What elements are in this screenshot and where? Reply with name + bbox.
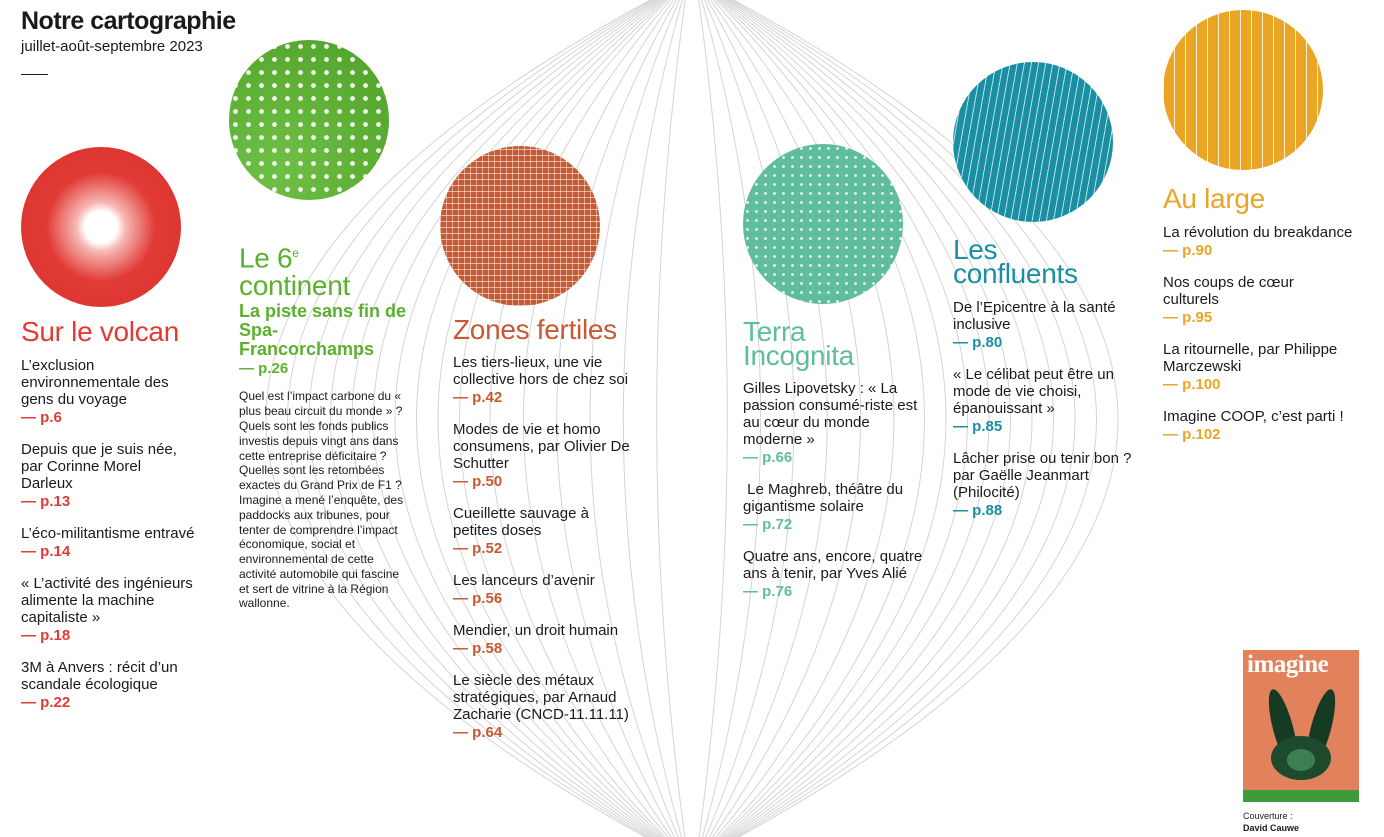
continent-illustration [229,40,389,200]
entry-page: — p.88 [953,502,1003,519]
toc-entry[interactable] [21,659,196,713]
feature-title[interactable]: La piste sans fin de Spa-Francorchamps [239,301,407,360]
toc-entry[interactable] [21,357,196,428]
toc-entry[interactable] [953,450,1133,521]
section-title: Au large [1163,183,1265,214]
entry-page: — p.56 [453,590,503,607]
cover-illustration [1243,650,1359,802]
toc-entry[interactable] [453,572,633,609]
toc-entry[interactable] [1163,341,1353,395]
entry-page: — p.13 [21,493,71,510]
magazine-cover-thumbnail[interactable] [1243,650,1359,802]
entry-title: L’éco-militantisme entravé [21,525,195,542]
header-divider [21,74,48,75]
feature-description: Quel est l’impact carbone du « plus beau circuit du monde » ? Quels sont les fonds publics investis depuis vingt ans dans cette entreprise déficitaire ? Quelles sont les retombées exactes du Grand Prix de F1 ? Imagine a mené l’enquête, des paddocks aux tribunes, pour tenter de comprendre l’impact économique, social et environnemental de cette activité automobile qui fascine et sert de vitrine à la Région wallonne. [239,389,404,611]
section-title: Sur le volcan [21,316,179,347]
section-title [239,241,407,274]
confluents-illustration [953,62,1113,222]
volcan-illustration [21,147,181,307]
section-terra [743,316,923,613]
caption-author: David Cauwe [1243,823,1300,833]
entry-title: Le siècle des métaux stratégiques, par Arnaud Zacharie (CNCD-11.11.11) [453,672,629,723]
entry-page: — p.72 [743,516,793,533]
entry-title: Les lanceurs d’avenir [453,572,595,589]
entry-page: — p.50 [453,473,503,490]
entry-page: — p.42 [453,389,503,406]
toc-entry[interactable] [1163,408,1353,445]
entry-title: La révolution du breakdance [1163,224,1353,241]
entry-title: Cueillette sauvage à petites doses [453,505,589,539]
section-title-line1: Terra [743,316,806,347]
issue-date: juillet-août-septembre 2023 [21,38,203,55]
section-title-main: Le 6 [239,242,293,274]
meridian-line [696,0,727,837]
entry-page: — p.26 [239,360,289,378]
entry-page: — p.85 [953,418,1003,435]
entry-title: 3M à Anvers : récit d’un scandale écologique [21,659,178,693]
entry-title: « L’activité des ingénieurs alimente la machine capitaliste » [21,575,193,626]
entry-title: Quatre ans, encore, quatre ans à tenir, par Yves Alié [743,548,923,582]
toc-entry[interactable] [453,505,633,559]
entry-page: — p.52 [453,540,503,557]
section-continent [239,241,407,611]
terra-illustration [743,144,903,304]
toc-entry[interactable] [21,575,196,646]
cover-logo: imagine [1247,651,1329,678]
fertiles-illustration [440,146,600,306]
page-header [21,6,236,75]
section-large [1163,183,1353,456]
toc-entry[interactable] [21,441,196,512]
entry-title: Nos coups de cœur culturels [1163,274,1294,308]
section-title-line2: Incognita [743,340,854,371]
entry-page: — p.100 [1163,376,1221,393]
entry-page: — p.14 [21,543,71,560]
toc-entry[interactable] [21,525,196,562]
entry-title: De l’Epicentre à la santé inclusive [953,299,1116,333]
toc-entry[interactable] [1163,224,1353,261]
entry-page: — p.64 [453,724,503,741]
section-title-line2: continent [239,270,350,302]
entry-page: — p.6 [21,409,62,426]
entry-title: La ritournelle, par Philippe Marczewski [1163,341,1338,375]
toc-entry[interactable] [453,421,633,492]
section-title-line2: confluents [953,258,1078,289]
section-volcan [21,316,196,724]
toc-entry[interactable] [453,354,633,408]
entry-page: — p.58 [453,640,503,657]
toc-entry[interactable] [743,380,923,468]
entry-page: — p.102 [1163,426,1221,443]
entry-page: — p.80 [953,334,1003,351]
toc-entry[interactable] [1163,274,1353,328]
entry-page: — p.66 [743,449,793,466]
section-title-sup: e [292,246,299,260]
toc-entry[interactable] [743,548,923,602]
entry-title: Mendier, un droit humain [453,622,619,639]
toc-entry[interactable] [953,366,1133,437]
toc-entry[interactable] [453,622,633,659]
cover-caption [1243,810,1299,834]
entry-page: — p.76 [743,583,793,600]
entry-title: L’exclusion environnementale des gens du voyage [21,357,169,408]
section-confluents [953,234,1133,532]
entry-title: Depuis que je suis née, par Corinne Morel Darleux [21,441,177,492]
entry-page: — p.95 [1163,309,1213,326]
caption-label: Couverture : [1243,811,1293,821]
section-fertiles [453,314,633,754]
entry-page: — p.22 [21,694,71,711]
page-title: Notre cartographie [21,7,236,35]
entry-title: Modes de vie et homo consumens, par Olivier De Schutter [453,421,630,472]
meridian-line [657,0,688,837]
section-title: Zones fertiles [453,314,617,345]
toc-entry[interactable] [453,672,633,743]
entry-page: — p.90 [1163,242,1213,259]
toc-entry[interactable] [743,481,923,535]
entry-title: « Le célibat peut être un mode de vie choisi, épanouissant » [953,366,1114,417]
entry-page: — p.18 [21,627,71,644]
entry-title: Imagine COOP, c’est parti ! [1163,408,1344,425]
entry-title: Lâcher prise ou tenir bon ? par Gaëlle Jeanmart (Philocité) [953,450,1132,501]
entry-title: Les tiers-lieux, une vie collective hors de chez soi [453,354,629,388]
entry-title: Gilles Lipovetsky : « La passion consumé-riste est au cœur du monde moderne » [743,380,918,448]
large-illustration [1163,10,1323,170]
entry-title: Le Maghreb, théâtre du gigantisme solaire [743,481,908,515]
toc-entry[interactable] [953,299,1133,353]
section-title-line1: Les [953,234,998,265]
